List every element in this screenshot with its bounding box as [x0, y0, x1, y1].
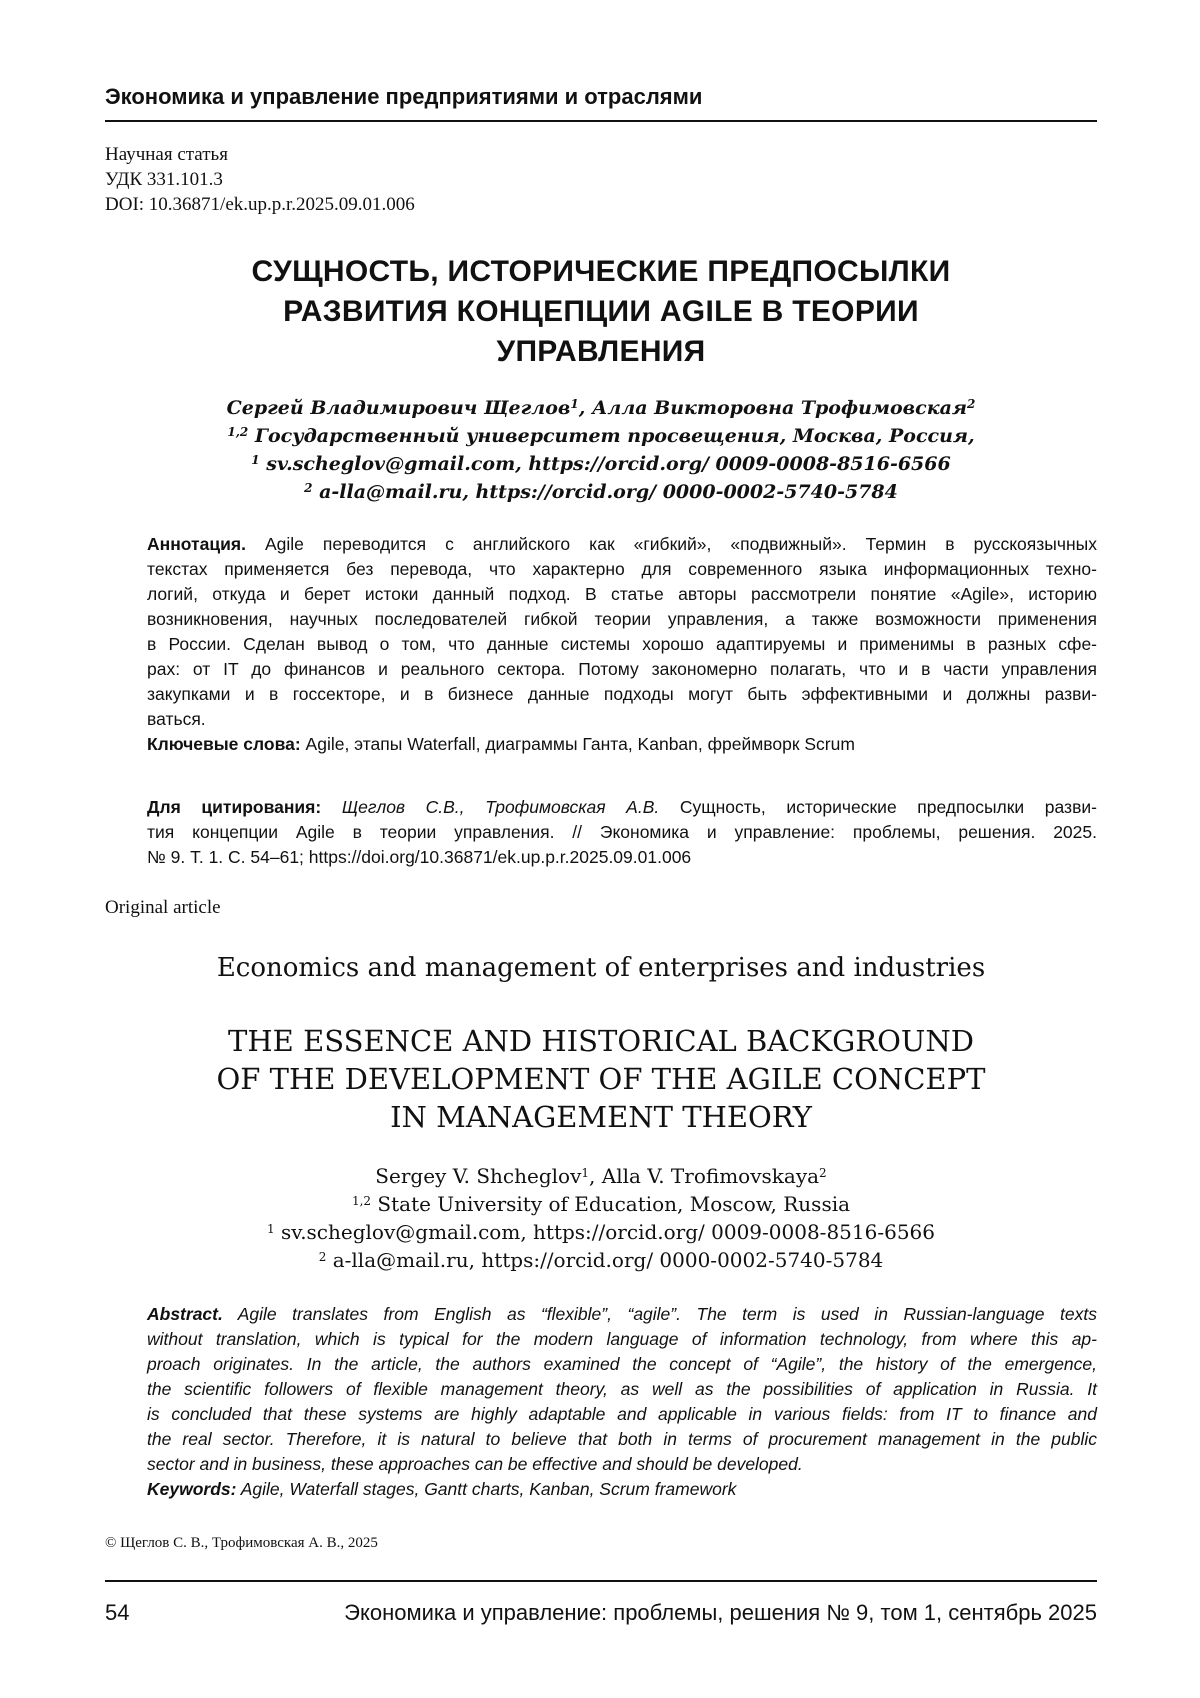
abstract-ru-line: логий, откуда и берет истоки данный подход. В статье авторы рассмотрели понятие «Agile», историю [147, 582, 1097, 607]
affiliation-ru [105, 422, 1097, 450]
author-names-en: Sergey V. Shcheglov1, Alla V. Trofimovskaya2 [105, 1162, 1097, 1190]
abstract-en-text: Agile translates from English as “flexible”, “agile”. The term is used in Russian-language texts [238, 1304, 1097, 1324]
running-header: Экономика и управление предприятиями и отраслями [105, 84, 702, 110]
contact-1-en-sup: 1 [267, 1222, 275, 1236]
contact-1-en-link[interactable]: sv.scheglov@gmail.com, https://orcid.org/ 0009-0008-8516-6566 [281, 1220, 935, 1244]
citation-text: Сущность, исторические предпосылки разви- [680, 797, 1097, 817]
contact-1-ru [105, 450, 1097, 478]
affiliation-en-text: State University of Education, Moscow, Russia [377, 1192, 850, 1216]
keywords-en-text: Agile, Waterfall stages, Gantt charts, Kanban, Scrum framework [241, 1479, 737, 1499]
abstract-en-line: the real sector. Therefore, it is natural to believe that both in terms of procurement management in the public [147, 1427, 1097, 1452]
abstract-en-line: is concluded that these systems are highly adaptable and applicable in various fields: from IT to finance and [147, 1402, 1097, 1427]
abstract-en-line: proach originates. In the article, the authors examined the concept of “Agile”, the history of the emergence, [147, 1352, 1097, 1377]
contact-2-ru [105, 478, 1097, 506]
contact-2-en-link[interactable]: a-lla@mail.ru, https://orcid.org/ 0000-0002-5740-5784 [333, 1248, 884, 1272]
keywords-ru [147, 732, 1097, 757]
title-en-line: IN MANAGEMENT THEORY [105, 1098, 1097, 1136]
abstract-ru-line [147, 532, 1097, 557]
abstract-en-line: the scientific followers of flexible management theory, as well as the possibilities of application in Russia. It [147, 1377, 1097, 1402]
keywords-en-label: Keywords: [147, 1479, 236, 1499]
authors-ru [105, 394, 1097, 506]
affiliation-text: Государственный университет просвещения, Москва, Россия, [255, 425, 975, 447]
title-ru-line: СУЩНОСТЬ, ИСТОРИЧЕСКИЕ ПРЕДПОСЫЛКИ [105, 252, 1097, 292]
contact-1-link[interactable]: sv.scheglov@gmail.com, https://orcid.org/ 0009-0008-8516-6566 [266, 453, 950, 475]
citation-ru [147, 795, 1097, 870]
keywords-ru-text: Agile, этапы Waterfall, диаграммы Ганта, Kanban, фреймворк Scrum [306, 734, 855, 754]
affiliation-sup: 1,2 [227, 425, 248, 439]
contact-2-link[interactable]: a-lla@mail.ru, https://orcid.org/ 0000-0002-5740-5784 [319, 481, 898, 503]
title-en-line: OF THE DEVELOPMENT OF THE AGILE CONCEPT [105, 1060, 1097, 1098]
doi: DOI: 10.36871/ek.up.p.r.2025.09.01.006 [105, 192, 415, 217]
article-type: Научная статья [105, 142, 415, 167]
abstract-en-line: without translation, which is typical for the modern language of information technology, from where this ap- [147, 1327, 1097, 1352]
abstract-en [147, 1302, 1097, 1502]
article-meta [105, 142, 415, 217]
citation-line [147, 795, 1097, 820]
contact-2-sup: 2 [304, 481, 312, 495]
paper-page [105, 0, 1097, 1698]
abstract-en-label: Abstract. [147, 1304, 223, 1324]
contact-2-en [105, 1246, 1097, 1274]
abstract-ru-label: Аннотация. [147, 534, 246, 554]
title-ru-line: РАЗВИТИЯ КОНЦЕПЦИИ AGILE В ТЕОРИИ [105, 292, 1097, 332]
author-1-sup: 1 [570, 397, 578, 411]
abstract-ru-text: Agile переводится с английского как «гибкий», «подвижный». Термин в русскоязычных [265, 534, 1097, 554]
abstract-ru-line: текстах применяется без перевода, что характерно для современного языка информационных техно- [147, 557, 1097, 582]
original-article-label: Original article [105, 897, 221, 919]
abstract-ru [147, 532, 1097, 757]
affiliation-en-sup: 1,2 [352, 1194, 371, 1208]
copyright: © Щеглов С. В., Трофимовская А. В., 2025 [105, 1535, 378, 1552]
abstract-ru-line: возникновения, научных последователей гибкой теории управления, а также возможности применения [147, 607, 1097, 632]
citation-line: № 9. Т. 1. С. 54–61; https://doi.org/10.36871/ek.up.p.r.2025.09.01.006 [147, 845, 1097, 870]
author-1-en: Sergey V. Shcheglov [375, 1164, 581, 1188]
author-1-ru: Сергей Владимирович Щеглов [227, 397, 571, 419]
abstract-ru-line: рах: от IT до финансов и реального сектора. Потому закономерно полагать, что и в части управления [147, 657, 1097, 682]
abstract-ru-line: ваться. [147, 707, 1097, 732]
author-2-sup: 2 [967, 397, 975, 411]
contact-1-en [105, 1218, 1097, 1246]
title-en [105, 1022, 1097, 1136]
udc-code: УДК 331.101.3 [105, 167, 415, 192]
author-1-en-sup: 1 [581, 1166, 589, 1180]
author-2-en-sup: 2 [819, 1166, 827, 1180]
abstract-ru-line: в России. Сделан вывод о том, что данные системы хорошо адаптируемы и применимы в разных сфе- [147, 632, 1097, 657]
header-rule [105, 120, 1097, 122]
author-2-en: Alla V. Trofimovskaya [602, 1164, 819, 1188]
title-en-line: THE ESSENCE AND HISTORICAL BACKGROUND [105, 1022, 1097, 1060]
page-number: 54 [105, 1600, 129, 1626]
abstract-en-line [147, 1302, 1097, 1327]
citation-authors: Щеглов С.В., Трофимовская А.В. [342, 797, 659, 817]
affiliation-en [105, 1190, 1097, 1218]
citation-line: тия концепции Agile в теории управления. // Экономика и управление: проблемы, решения. 2025. [147, 820, 1097, 845]
section-title-en: Economics and management of enterprises and industries [105, 953, 1097, 983]
authors-en [105, 1162, 1097, 1274]
contact-2-en-sup: 2 [319, 1250, 327, 1264]
keywords-ru-label: Ключевые слова: [147, 734, 301, 754]
title-ru-line: УПРАВЛЕНИЯ [105, 332, 1097, 372]
abstract-en-line: sector and in business, these approaches can be effective and should be developed. [147, 1452, 1097, 1477]
contact-1-sup: 1 [251, 453, 259, 467]
title-ru [105, 252, 1097, 372]
citation-label: Для цитирования: [147, 797, 321, 817]
author-names-ru: Сергей Владимирович Щеглов1, Алла Викторовна Трофимовская2 [105, 394, 1097, 422]
footer-journal: Экономика и управление: проблемы, решения № 9, том 1, сентябрь 2025 [344, 1600, 1097, 1626]
keywords-en [147, 1477, 1097, 1502]
author-2-ru: Алла Викторовна Трофимовская [592, 397, 967, 419]
abstract-ru-line: закупками и в госсекторе, и в бизнесе данные подходы могут быть эффективными и должны разви- [147, 682, 1097, 707]
footer-rule [105, 1580, 1097, 1582]
